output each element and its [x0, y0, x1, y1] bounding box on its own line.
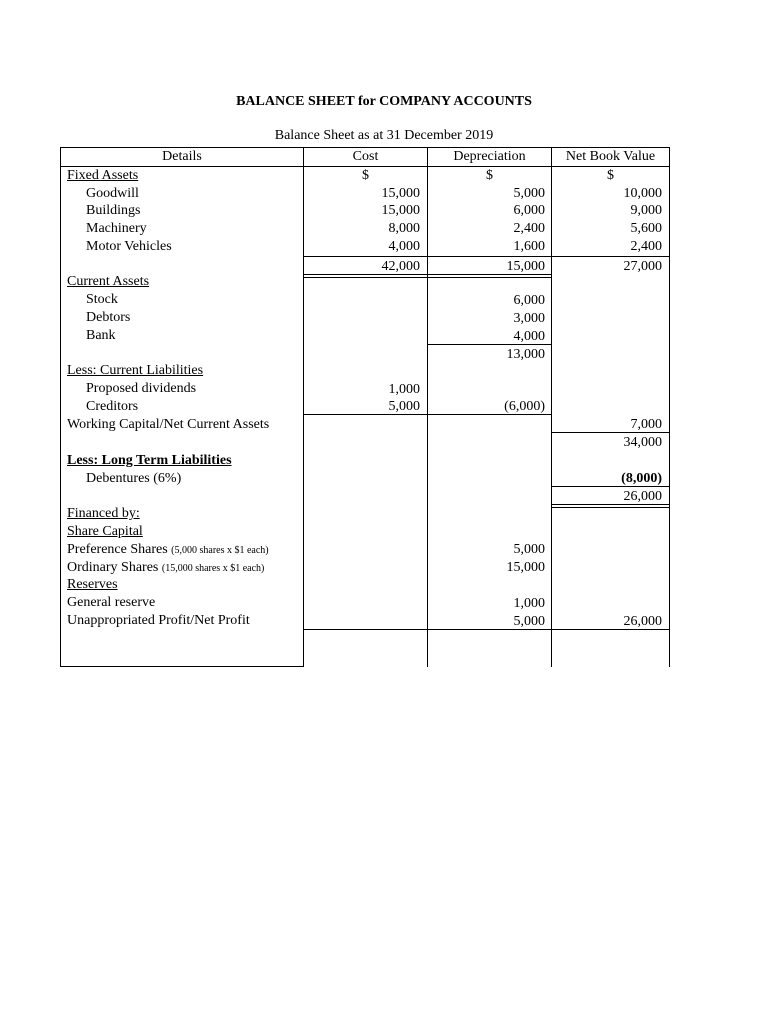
preference-shares-title: Preference Shares	[67, 542, 168, 557]
motor-vehicles-label: Motor Vehicles	[86, 239, 172, 254]
buildings-label: Buildings	[86, 203, 141, 218]
motor-vehicles-cost: 4,000	[388, 239, 420, 254]
goodwill-label: Goodwill	[86, 186, 139, 201]
proposed-dividends-label: Proposed dividends	[86, 381, 197, 396]
goodwill-cost: 15,000	[381, 186, 420, 201]
ordinary-shares-note: (15,000 shares x $1 each)	[161, 563, 265, 574]
debtors-label: Debtors	[86, 310, 131, 325]
header-cost: Cost	[352, 149, 379, 164]
financed-rule	[304, 629, 670, 630]
current-assets-heading: Current Assets	[67, 274, 150, 289]
net-profit-label: Unappropriated Profit/Net Profit	[67, 613, 250, 628]
financed-total: 26,000	[623, 614, 662, 629]
bank-value: 4,000	[513, 329, 545, 344]
net-assets-rule	[552, 504, 670, 505]
fixed-assets-heading: Fixed Assets	[67, 168, 139, 183]
working-capital-label: Working Capital/Net Current Assets	[67, 417, 270, 432]
fixed-total-depreciation: 15,000	[506, 259, 545, 274]
current-assets-total: 13,000	[506, 347, 545, 362]
debentures-rule	[552, 486, 670, 487]
machinery-cost: 8,000	[388, 221, 420, 236]
creditors-label: Creditors	[86, 399, 139, 414]
currency-nbv: $	[607, 168, 614, 183]
document-subtitle: Balance Sheet as at 31 December 2019	[274, 128, 494, 143]
bank-label: Bank	[86, 328, 116, 343]
proposed-dividends-value: 1,000	[388, 382, 420, 397]
ordinary-shares-value: 15,000	[506, 560, 545, 575]
debtors-value: 3,000	[513, 311, 545, 326]
current-assets-rule	[428, 344, 552, 345]
creditors-value: 5,000	[388, 399, 420, 414]
fixed-subtotal-rule	[304, 256, 670, 257]
buildings-cost: 15,000	[381, 203, 420, 218]
share-capital-heading: Share Capital	[67, 524, 143, 539]
buildings-depreciation: 6,000	[513, 203, 545, 218]
machinery-depreciation: 2,400	[513, 221, 545, 236]
motor-vehicles-nbv: 2,400	[630, 239, 662, 254]
col-right-border	[669, 147, 670, 667]
motor-vehicles-depreciation: 1,600	[513, 239, 545, 254]
working-capital-value: 7,000	[630, 417, 662, 432]
net-assets-rule-2	[552, 507, 670, 508]
fixed-total-rule-2	[304, 277, 552, 278]
current-liabilities-total: (6,000)	[504, 399, 545, 414]
net-assets-total: 26,000	[623, 489, 662, 504]
liabilities-rule	[304, 414, 552, 415]
machinery-label: Machinery	[86, 221, 147, 236]
long-term-heading: Less: Long Term Liabilities	[67, 453, 232, 468]
header-details: Details	[162, 149, 202, 164]
goodwill-depreciation: 5,000	[513, 186, 545, 201]
fixed-total-nbv: 27,000	[623, 259, 662, 274]
debentures-value: (8,000)	[621, 471, 662, 486]
working-capital-subtotal: 34,000	[623, 435, 662, 450]
machinery-nbv: 5,600	[630, 221, 662, 236]
reserves-heading: Reserves	[67, 577, 118, 592]
document-title: BALANCE SHEET for COMPANY ACCOUNTS	[236, 94, 532, 109]
goodwill-nbv: 10,000	[623, 186, 662, 201]
stock-label: Stock	[86, 292, 118, 307]
financed-by-heading: Financed by:	[67, 506, 140, 521]
stock-value: 6,000	[513, 293, 545, 308]
general-reserve-label: General reserve	[67, 595, 156, 610]
preference-shares-note: (5,000 shares x $1 each)	[171, 545, 269, 556]
currency-depreciation: $	[486, 168, 493, 183]
header-nbv: Net Book Value	[565, 149, 656, 164]
details-bottom-border	[60, 666, 304, 667]
preference-shares-value: 5,000	[513, 542, 545, 557]
fixed-total-rule	[304, 274, 552, 275]
col-left-border	[60, 147, 61, 667]
debentures-label: Debentures (6%)	[86, 471, 182, 486]
currency-cost: $	[362, 168, 369, 183]
current-liabilities-heading: Less: Current Liabilities	[67, 363, 204, 378]
header-depreciation: Depreciation	[453, 149, 526, 164]
buildings-nbv: 9,000	[630, 203, 662, 218]
fixed-total-cost: 42,000	[381, 259, 420, 274]
preference-shares-label	[67, 541, 269, 560]
general-reserve-value: 1,000	[513, 596, 545, 611]
ordinary-shares-title: Ordinary Shares	[67, 560, 159, 575]
working-capital-rule	[552, 432, 670, 433]
net-profit-value: 5,000	[513, 614, 545, 629]
